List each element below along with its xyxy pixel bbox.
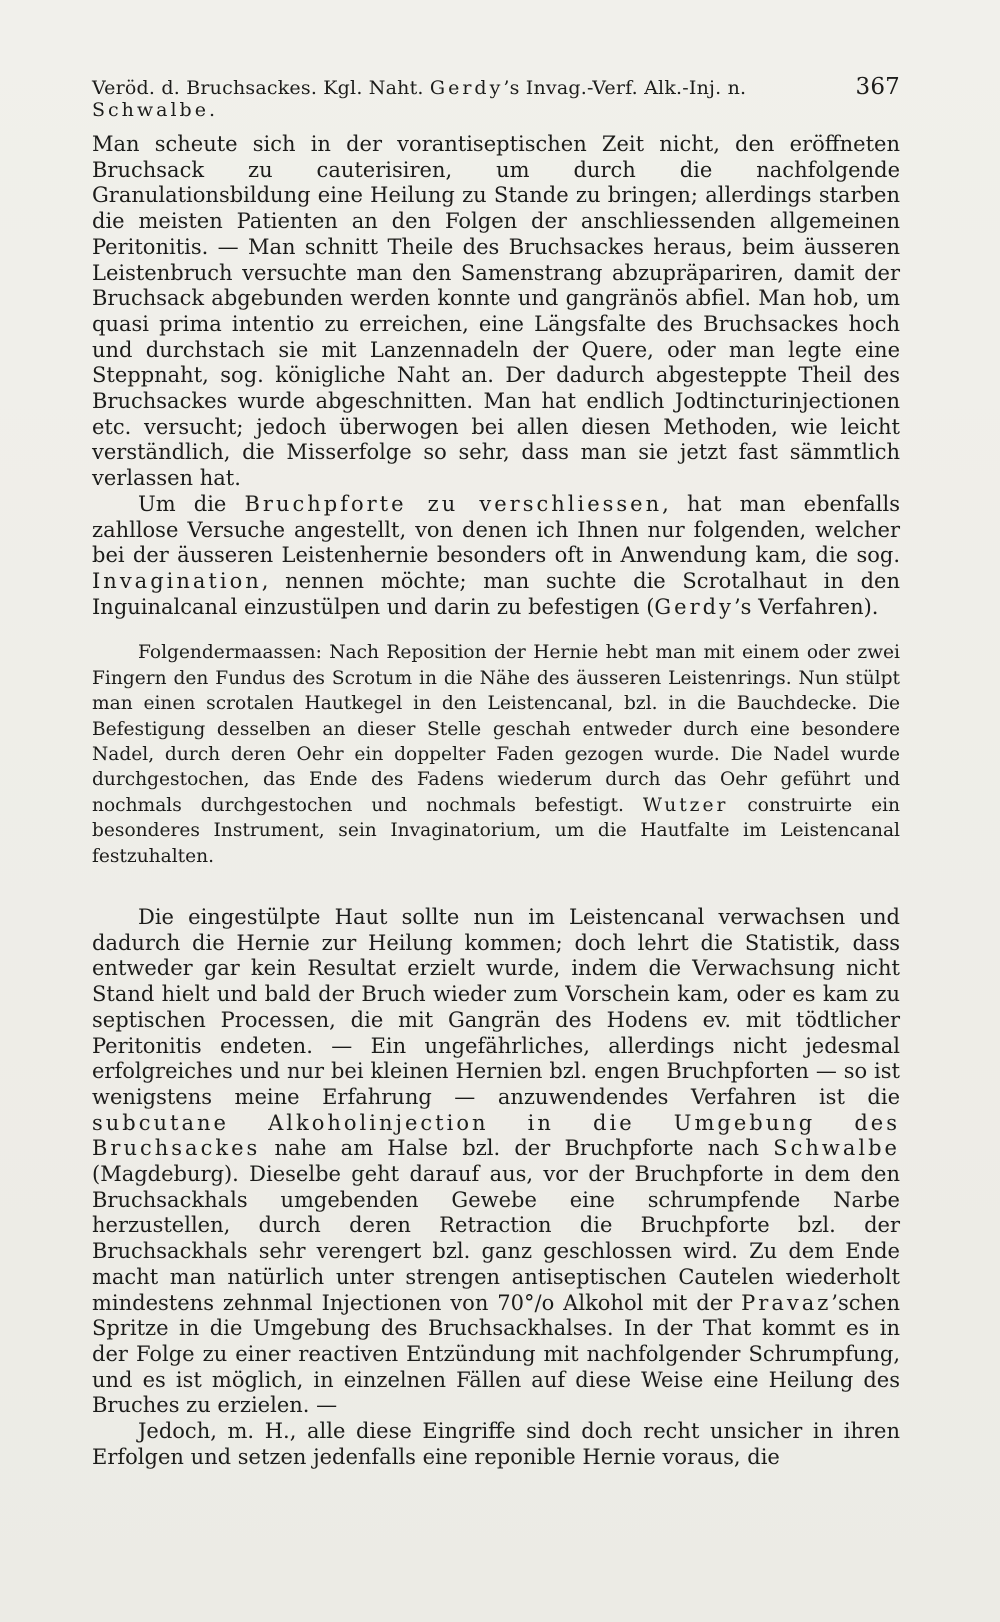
paragraph-small-print-invagination: Folgendermaassen: Nach Reposition der Hernie hebt man mit einem oder zwei Fingern den Fundus des Scrotum in die Nähe des äusseren Leistenrings. Nun stülpt man einen scrotalen Hautkegel in den Leistencanal, bzl. in die Bauchdecke. Die Befestigung desselben an dieser Stelle geschah entweder durch eine besondere Nadel, durch deren Oehr ein doppelter Faden gezogen wurde. Die Nadel wurde durchgestochen, das Ende des Fadens wiederum durch das Oehr geführt und nochmals durchgestochen und nochmals befestigt. Wutzer construirte ein besonderes Instrument, sein Invaginatorium, um die Hautfalte im Leistencanal festzuhalten. bbox=[92, 642, 900, 867]
paragraph-bruchpforte: Um die Bruchpforte zu verschliessen, hat man ebenfalls zahllose Versuche angestellt, von denen ich Ihnen nur folgenden, welcher bei der äusseren Leistenhernie besonders oft in Anwendung kam, die sog. Invagination, nennen möchte; man suchte die Scrotalhaut in den Inguinalcanal einzustülpen und darin zu befestigen (Gerdy’s Verfahren). bbox=[92, 491, 900, 619]
page-number: 367 bbox=[855, 74, 900, 100]
page-body bbox=[92, 132, 900, 1470]
paragraph-alkoholinjection: Die eingestülpte Haut sollte nun im Leistencanal verwachsen und dadurch die Hernie zur Heilung kommen; doch lehrt die Statistik, dass entweder gar kein Resultat erzielt wurde, indem die Verwachsung nicht Stand hielt und bald der Bruch wieder zum Vorschein kam, oder es kam zu septischen Processen, die mit Gangrän des Hodens ev. mit tödtlicher Peritonitis endeten. — Ein ungefährliches, allerdings nicht jedesmal erfolgreiches und nur bei kleinen Hernien bzl. engen Bruchpforten — so ist wenigstens meine Erfahrung — anzuwendendes Verfahren ist die subcutane Alkoholinjection in die Umgebung des Bruchsackes nahe am Halse bzl. der Bruchpforte nach Schwalbe (Magdeburg). Dieselbe geht darauf aus, vor der Bruchpforte in dem den Bruchsackhals umgebenden Gewebe eine schrumpfende Narbe herzustellen, durch deren Retraction die Bruchpforte bzl. der Bruchsackhals sehr verengert bzl. ganz geschlossen wird. Zu dem Ende macht man natürlich unter strengen antiseptischen Cautelen wiederholt mindestens zehnmal Injectionen von 70°/o Alkohol mit der Pravaz’schen Spritze in die Umgebung des Bruchsackhalses. In der That kommt es in der Folge zu einer reactiven Entzündung mit nachfolgender Schrumpfung, und es ist möglich, in einzelnen Fällen auf diese Weise eine Heilung des Bruches zu erzielen. — bbox=[92, 905, 900, 1418]
running-header bbox=[92, 74, 900, 121]
spaced-pravaz: Pravaz bbox=[741, 1290, 832, 1315]
running-head-schwalbe: Schwalbe. bbox=[92, 99, 219, 121]
running-head-gerdy: Gerdy bbox=[429, 77, 504, 99]
spaced-schwalbe: Schwalbe bbox=[773, 1136, 900, 1161]
spaced-alkoholinjection: subcutane Alkoholinjection in die Umgebung des Bruchsackes bbox=[92, 1110, 900, 1161]
spaced-invagination: Invagination bbox=[92, 568, 262, 593]
spaced-wutzer: Wutzer bbox=[642, 794, 729, 816]
paragraph-jedoch: Jedoch, m. H., alle diese Eingriffe sind doch recht unsicher in ihren Erfolgen und setzen jedenfalls eine reponible Hernie voraus, die bbox=[92, 1419, 900, 1469]
spaced-gerdy: Gerdy bbox=[654, 594, 734, 619]
running-head: Veröd. d. Bruchsackes. Kgl. Naht. Gerdy’s Invag.-Verf. Alk.-Inj. n. Schwalbe. bbox=[92, 77, 747, 121]
paragraph-cauterisation: Man scheute sich in der vorantiseptischen Zeit nicht, den eröffneten Bruchsack zu cauterisiren, um durch die nachfolgende Granulationsbildung eine Heilung zu Stande zu bringen; allerdings starben die meisten Patienten an den Folgen der anschliessenden allgemeinen Peritonitis. — Man schnitt Theile des Bruchsackes heraus, beim äusseren Leistenbruch versuchte man den Samenstrang abzupräpariren, damit der Bruchsack abgebunden werden konnte und gangränös abfiel. Man hob, um quasi prima intentio zu erreichen, eine Längsfalte des Bruchsackes hoch und durchstach sie mit Lanzennadeln der Quere, oder man legte eine Steppnaht, sog. königliche Naht an. Der dadurch abgesteppte Theil des Bruchsackes wurde abgeschnitten. Man hat endlich Jodtincturinjectionen etc. versucht; jedoch überwogen bei allen diesen Methoden, wie leicht verständlich, die Misserfolge so sehr, dass man sie jetzt fast sämmtlich verlassen hat. bbox=[92, 132, 900, 491]
spaced-bruchpforte: Bruchpforte zu verschliessen bbox=[244, 491, 663, 516]
